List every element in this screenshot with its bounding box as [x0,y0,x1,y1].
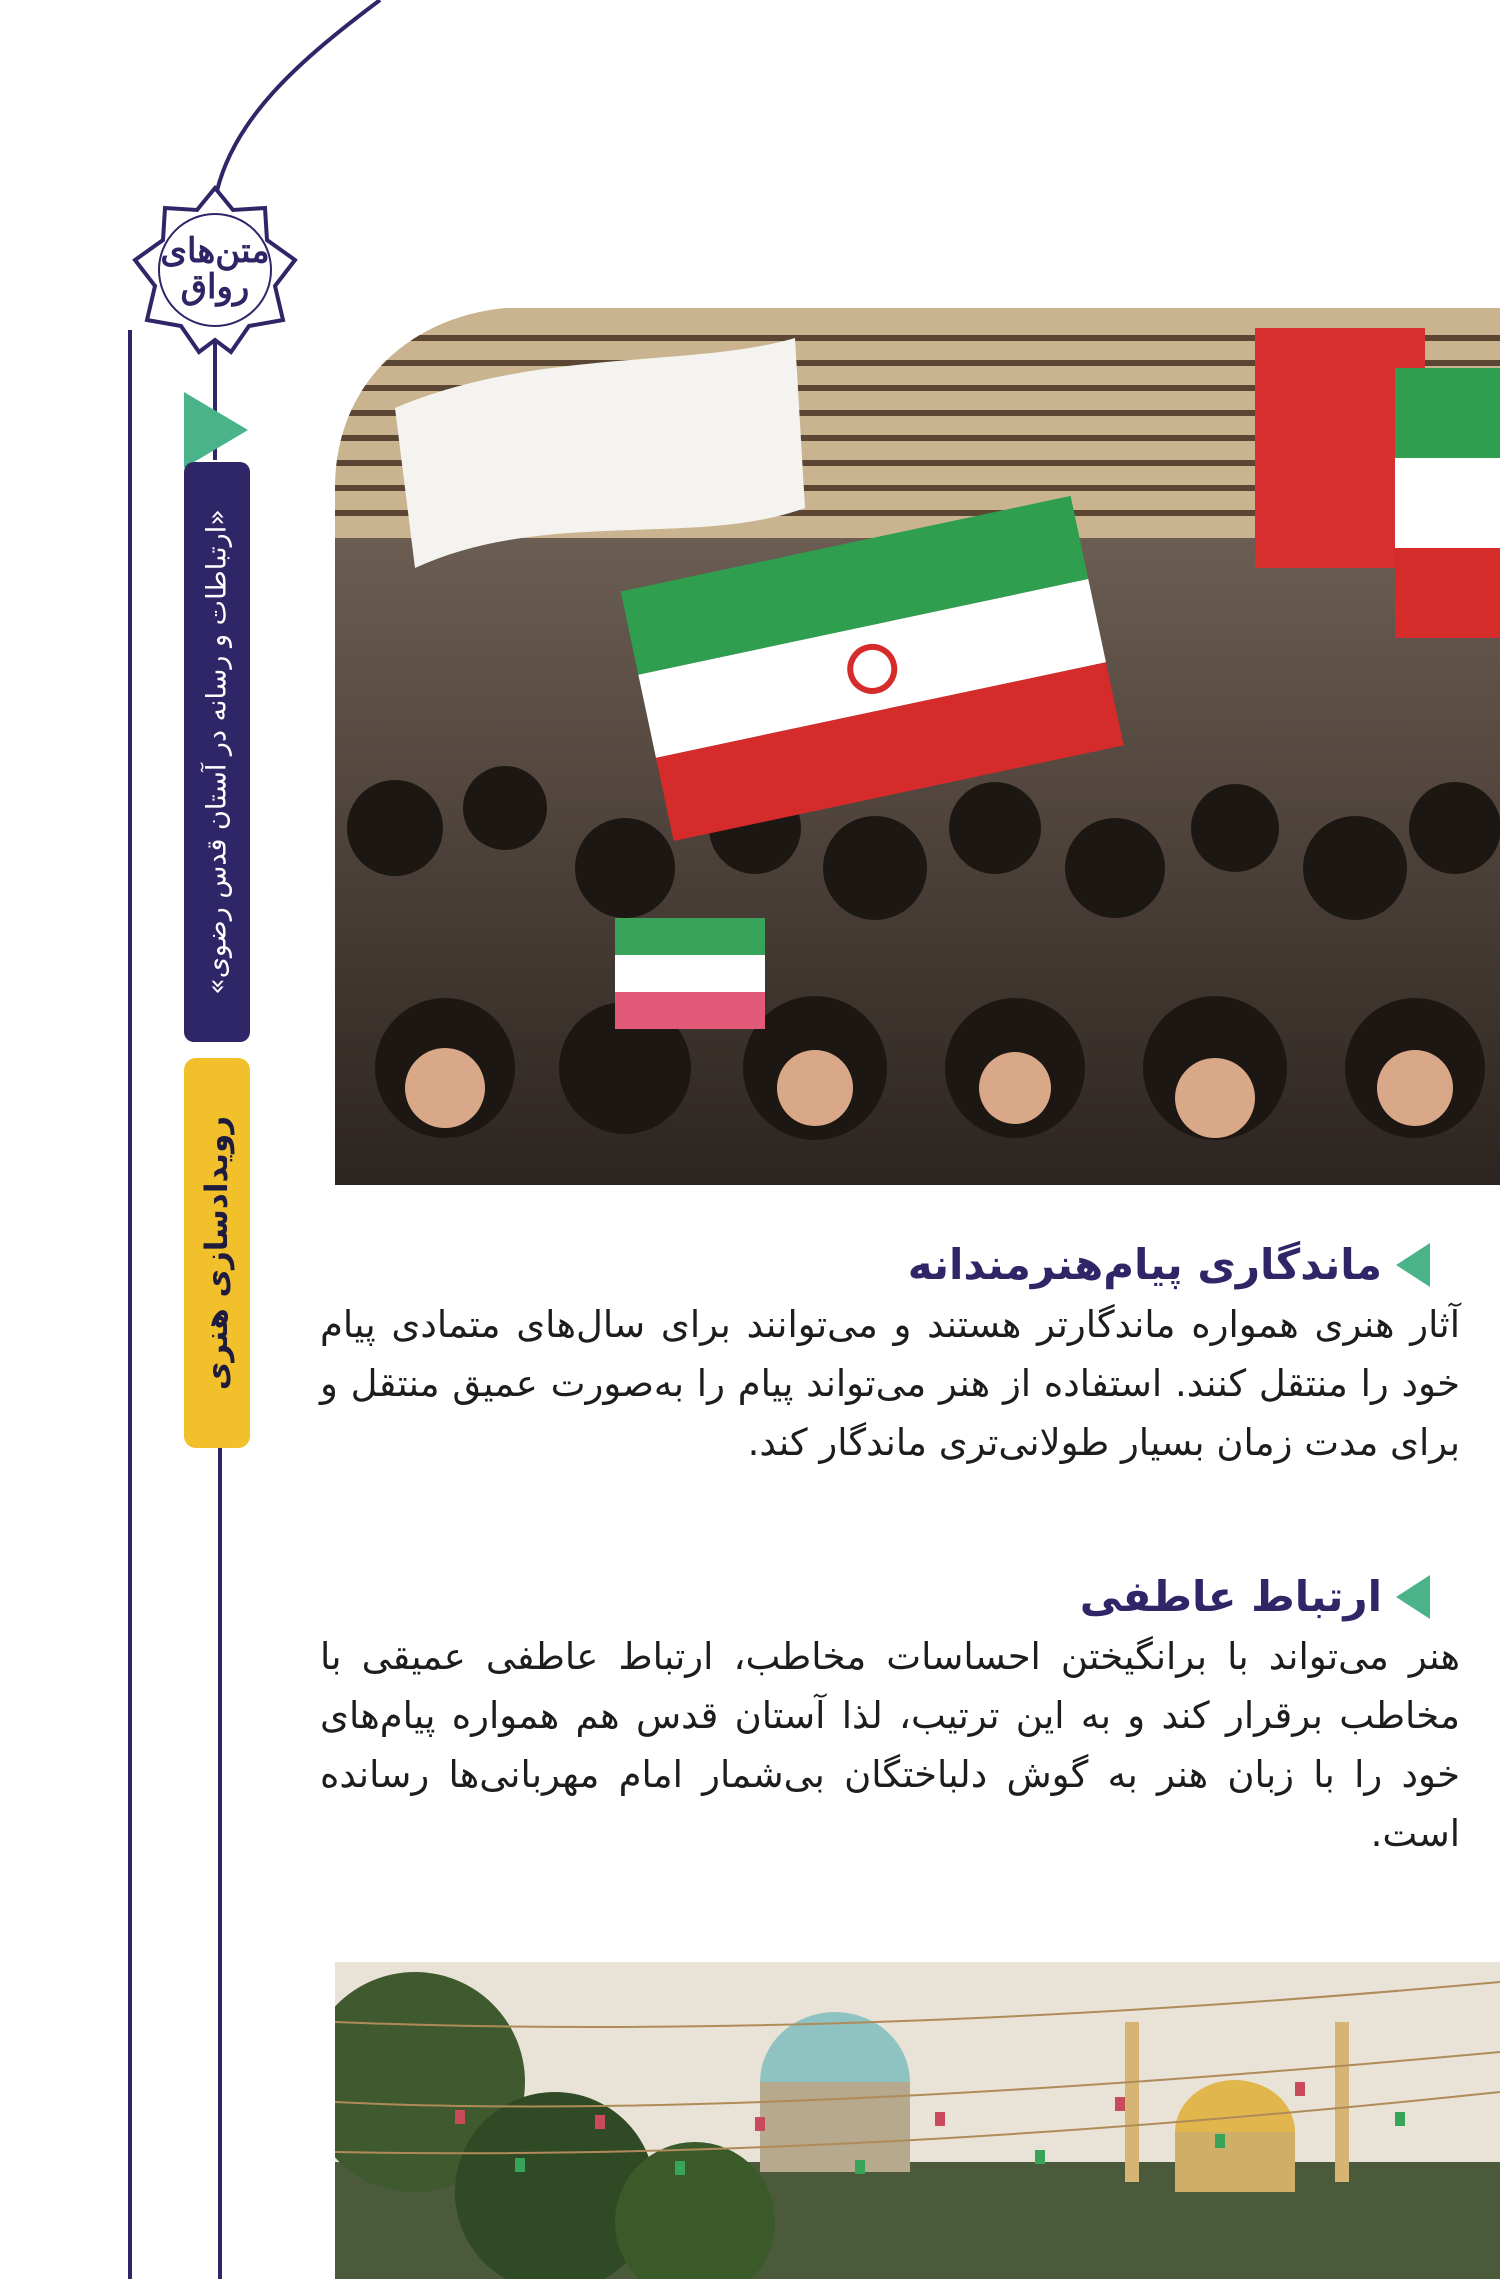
tab-marker-icon [184,392,248,468]
section-lasting-message [320,1240,1460,1472]
logo [125,180,305,360]
section-title: ماندگاری پیام‌هنرمندانه [907,1240,1382,1289]
green-triangle-icon [1396,1575,1430,1619]
section-heading [320,1572,1430,1621]
section-body: هنر می‌تواند با برانگیختن احساسات مخاطب، ارتباط عاطفی عمیقی با مخاطب برقرار کند و به این ترتیب، لذا آستان قدس هم همواره پیام‌های خود را با زبان هنر به گوش دلباختگان بی‌شمار امام مهربانی‌ها رسانده است. [320,1635,1460,1855]
section-body: آثار هنری همواره ماندگارتر هستند و می‌توانند برای سال‌های متمادی پیام خود را منتقل کنند. استفاده از هنر می‌تواند پیام را به‌صورت عمیق منتقل و برای مدت زمان بسیار طولانی‌تری ماندگار کند. [320,1303,1460,1464]
green-triangle-icon [1396,1243,1430,1287]
section-heading [320,1240,1430,1289]
section-title: ارتباط عاطفی [1079,1572,1382,1621]
crowd-flags-photo [335,308,1500,1185]
section-emotional-connection [320,1572,1460,1863]
shrine-festival-photo [335,1962,1500,2279]
series-tab [184,462,250,1042]
series-label: «ارتباطات و رسانه در آستان قدس رضوی» [201,509,233,995]
chapter-tab [184,1058,250,1448]
logo-text: متن‌های رواق [160,231,270,307]
chapter-label: رویدادسازی هنری [199,1115,235,1391]
